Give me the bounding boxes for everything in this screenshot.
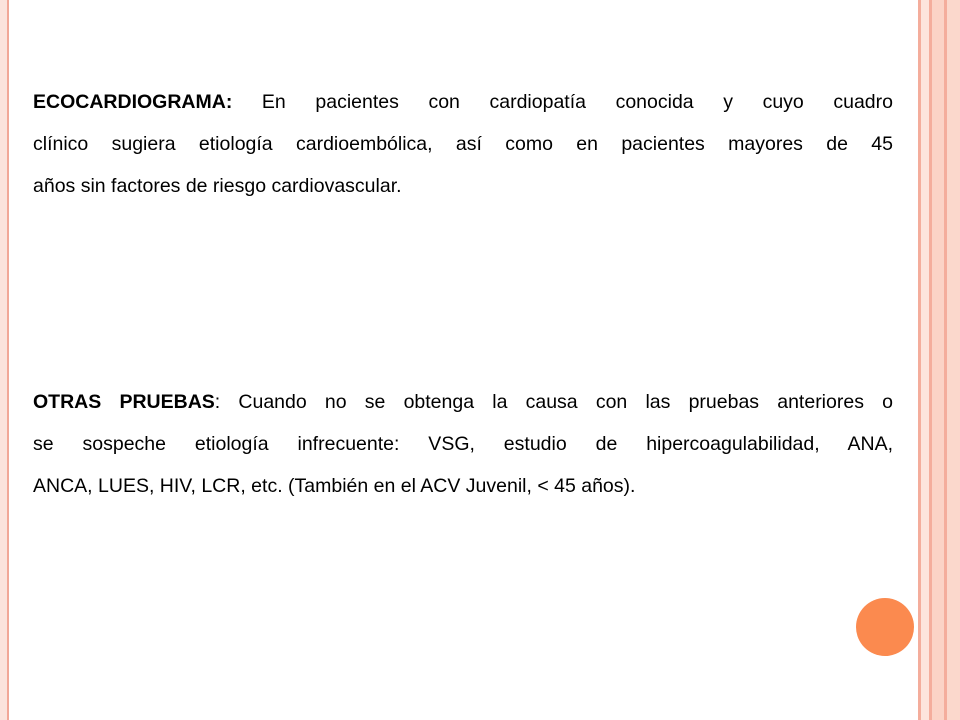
stripe [947, 0, 960, 720]
line-text: En pacientes con cardiopatía conocida y cuyo cuadro [232, 91, 893, 113]
other-tests-paragraph [33, 381, 893, 507]
paragraph-line [33, 81, 893, 123]
paragraph-line [33, 381, 893, 423]
stripe [932, 0, 944, 720]
stripe [921, 0, 929, 720]
paragraph-line: años sin factores de riesgo cardiovascular. [33, 175, 402, 197]
echocardiogram-heading: ECOCARDIOGRAMA: [33, 91, 233, 113]
paragraph-line: ANCA, LUES, HIV, LCR, etc. (También en el ACV Juvenil, < 45 años). [33, 475, 636, 497]
paragraph-line: se sospeche etiología infrecuente: VSG, estudio de hipercoagulabilidad, ANA, [33, 433, 893, 455]
left-decorative-border [0, 0, 9, 720]
line-text: : Cuando no se obtenga la causa con las pruebas anteriores o [214, 391, 893, 413]
paragraph-line: clínico sugiera etiología cardioembólica, así como en pacientes mayores de 45 [33, 133, 893, 155]
decorative-circle-icon [856, 598, 914, 656]
echocardiogram-paragraph [33, 81, 893, 207]
right-decorative-stripes [918, 0, 960, 720]
other-tests-heading: OTRAS PRUEBAS [33, 391, 215, 413]
